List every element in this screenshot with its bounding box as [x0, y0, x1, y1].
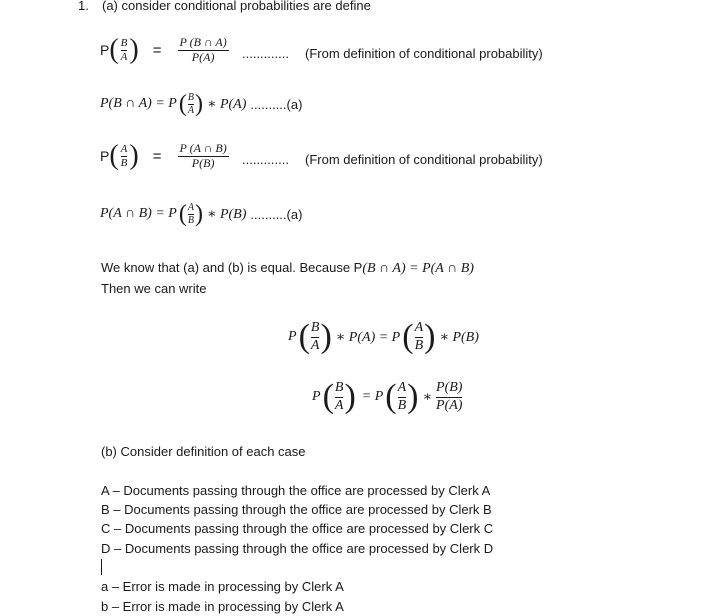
- case-line-d: D – Documents passing through the office are processed by Clerk D: [101, 541, 494, 556]
- case-line-a: A – Documents passing through the office are processed by Clerk A: [101, 483, 491, 498]
- eq5-mid: ∗ P(A) = P: [335, 329, 401, 345]
- eq6-fraction-1: $\frac{B}{A}$: [334, 380, 344, 413]
- equation-1: P ( $\frac{B}{A}$ ) = $\frac{P (B \cap A)}{P(A)}$: [100, 34, 227, 66]
- eq6-fraction-3: $\frac{P(B)}{P(A)}$: [436, 380, 463, 413]
- case-line-c: C – Documents passing through the office are processed by Clerk C: [101, 521, 494, 536]
- part-a-heading: (a) consider conditional probabilities are define: [102, 0, 371, 13]
- eq3-dots: .............: [242, 152, 289, 167]
- eq1-lhs-fn: P: [100, 42, 110, 59]
- eq4-rhs: ∗ P(B): [206, 206, 247, 222]
- eq6-fraction-2: $\frac{A}{B}$: [397, 380, 407, 413]
- eq3-equals: =: [152, 147, 162, 165]
- eq1-note: (From definition of conditional probability): [305, 46, 543, 61]
- eq5-fraction-2: $\frac{A}{B}$: [414, 320, 424, 353]
- equation-2: P(B ∩ A) = P ( $\frac{B}{A}$ ) ∗ P(A) ..........(a): [100, 91, 303, 117]
- list-number: 1.: [78, 0, 89, 13]
- eq1-equals: =: [152, 41, 162, 59]
- eq2-lhs: P(B ∩ A) = P: [100, 96, 177, 111]
- eq6-star: ∗: [422, 389, 433, 405]
- eq4-tag: ..........(a): [250, 206, 303, 222]
- eq1-dots: .............: [242, 46, 289, 61]
- eq2-tag: ..........(a): [250, 96, 303, 112]
- then-text: Then we can write: [101, 281, 207, 296]
- eq1-lhs-fraction: $\frac{B}{A}$: [120, 37, 128, 63]
- know-text: We know that (a) and (b) is equal. Because P: [101, 260, 363, 275]
- equation-4: P(A ∩ B) = P ( $\frac{A}{B}$ ) ∗ P(B) ..........(a): [100, 201, 303, 227]
- equation-5: P ( $\frac{B}{A}$ ) ∗ P(A) = P ( $\frac{A}{B}$ ) ∗ P(B): [288, 318, 479, 355]
- equation-6: P ( $\frac{B}{A}$ ) = P ( $\frac{A}{B}$ ) ∗ $\frac{P(B)}{P(A)}$: [312, 378, 463, 415]
- eq4-fraction: $\frac{A}{B}$: [187, 202, 194, 226]
- equation-3: P ( $\frac{A}{B}$ ) = $\frac{P (A \cap B)}{P(B)}$: [100, 140, 227, 172]
- error-line-a: a – Error is made in processing by Clerk A: [101, 579, 344, 594]
- eq4-lhs: P(A ∩ B) = P: [100, 206, 177, 221]
- eq3-lhs-fn: P: [100, 148, 110, 165]
- eq3-lhs-fraction: $\frac{A}{B}$: [120, 143, 128, 169]
- eq3-note: (From definition of conditional probability): [305, 152, 543, 167]
- know-line: [101, 260, 474, 277]
- eq6-mid: = P: [361, 389, 384, 404]
- eq1-rhs-fraction: $\frac{P (B \cap A)}{P(A)}$: [179, 35, 227, 64]
- eq6-p1: P: [312, 389, 321, 404]
- part-b-heading: (b) Consider definition of each case: [101, 444, 306, 459]
- eq3-rhs-fraction: $\frac{P (A \cap B)}{P(B)}$: [179, 141, 227, 170]
- eq5-p1: P: [288, 329, 297, 344]
- case-line-b: B – Documents passing through the office are processed by Clerk B: [101, 502, 492, 517]
- eq2-rhs: ∗ P(A): [206, 96, 247, 112]
- text-cursor[interactable]: [101, 559, 102, 575]
- error-line-b: b – Error is made in processing by Clerk A: [101, 599, 344, 614]
- eq5-fraction-1: $\frac{B}{A}$: [310, 320, 320, 353]
- eq5-end: ∗ P(B): [439, 329, 479, 345]
- eq2-fraction: $\frac{B}{A}$: [187, 92, 194, 116]
- know-math: (B ∩ A) = P(A ∩ B): [362, 261, 474, 276]
